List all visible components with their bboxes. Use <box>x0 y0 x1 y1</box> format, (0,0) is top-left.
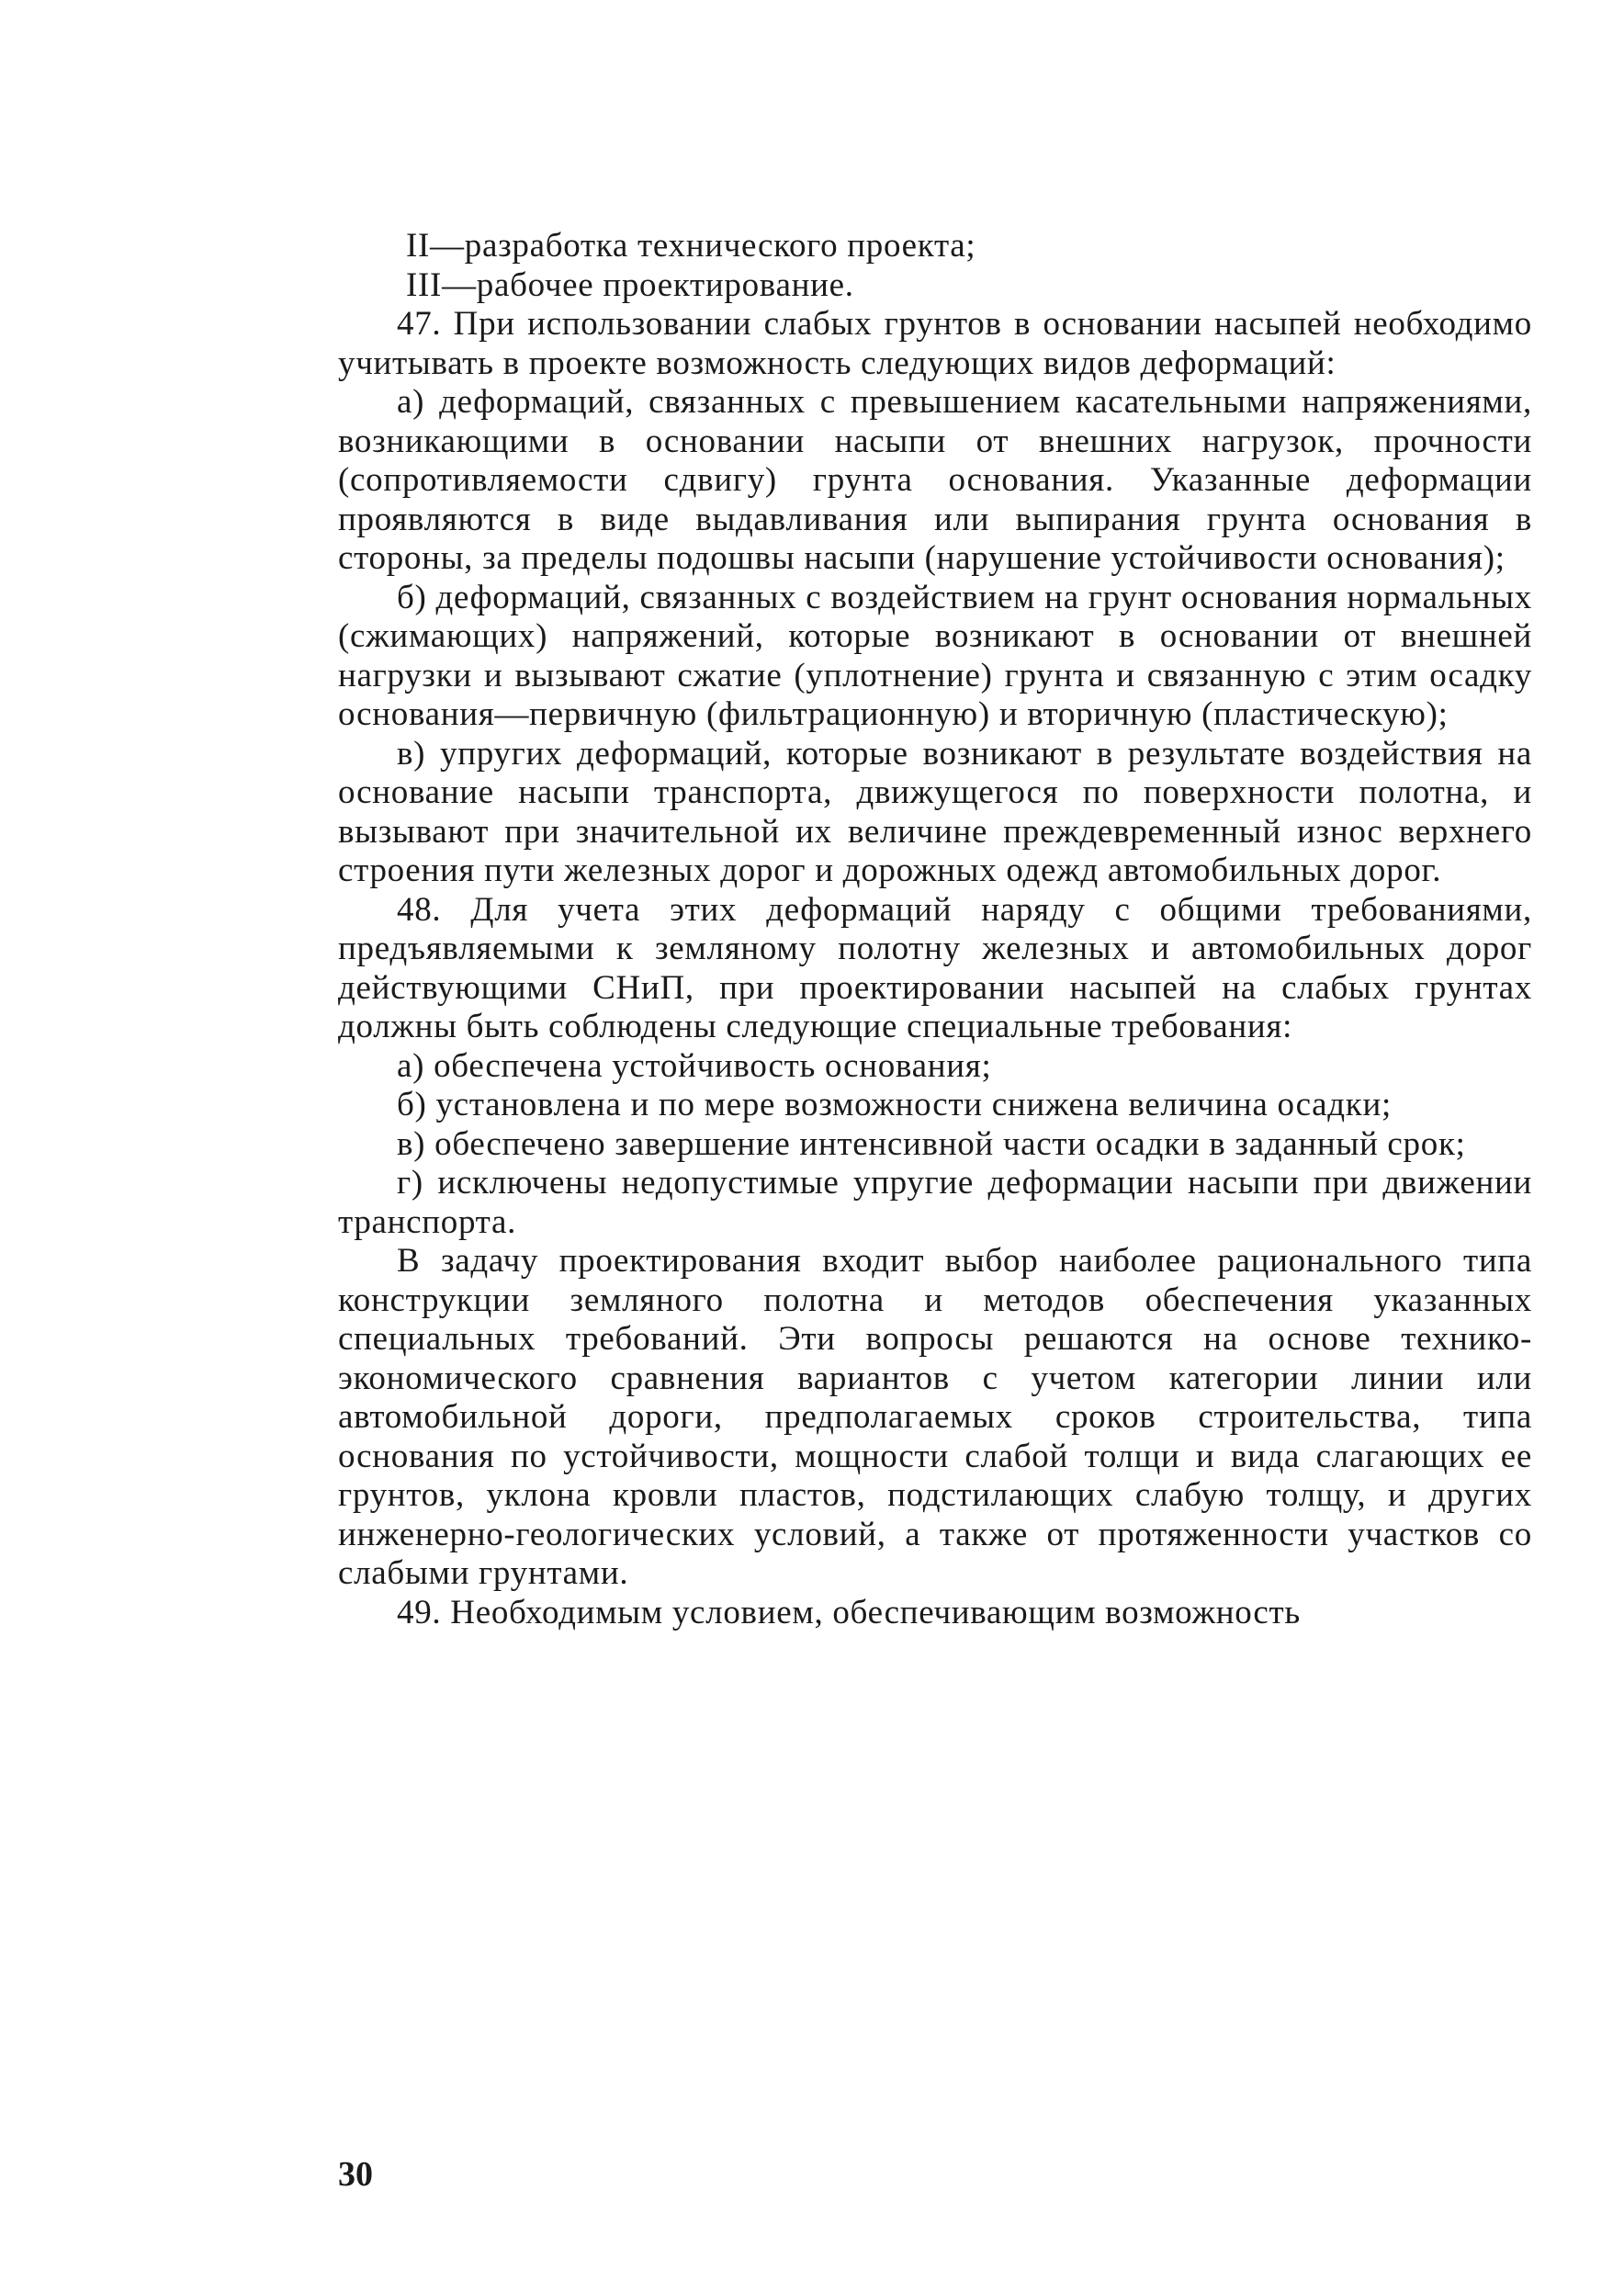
paragraph-48-b: б) установлена и по мере возможности снижена величина осадки; <box>397 1086 1392 1123</box>
paragraph-48-a: а) обеспечена устойчивость основания; <box>397 1046 992 1085</box>
paragraph-48-v: в) обеспечено завершение интенсивной части осадки в заданный срок; <box>397 1124 1466 1163</box>
body-text <box>338 227 1532 1632</box>
paragraph-48-g: г) исключены недопустимые упругие деформации насыпи при движении транспорта. <box>338 1164 1532 1241</box>
list-item-stage-2: II—разработка технического проекта; <box>406 227 976 265</box>
paragraph-47-v: в) упругих деформаций, которые возникают в результате воздействия на основание насыпи транспорта, движущегося по поверхности полотна, и вызывают при значительной их величине преждевременный износ верхнего строения пути железных дорог и дорожных одежд автомобильных дорог. <box>338 734 1532 889</box>
paragraph-47-a: а) деформаций, связанных с превышением касательными напряжениями, возникающими в основании насыпи от внешних нагрузок, прочности (сопротивляемости сдвигу) грунта основания. Указанные деформации проявляются в виде выдавливания или выпирания грунта основания в стороны, за пределы подошвы насыпи (нарушение устойчивости основания); <box>338 383 1532 577</box>
paragraph-49: 49. Необходимым условием, обеспечивающим возможность <box>397 1593 1301 1631</box>
page-number: 30 <box>338 2155 373 2194</box>
paragraph-47: 47. При использовании слабых грунтов в основании насыпей необходимо учитывать в проекте возможность следующих видов деформаций: <box>338 305 1532 382</box>
paragraph-47-b: б) деформаций, связанных с воздействием на грунт основания нормальных (сжимающих) напряжений, которые возникают в основании от внешней нагрузки и вызывают сжатие (уплотнение) грунта и связанную с этим осадку основания—первичную (фильтрационную) и вторичную (пластическую); <box>338 578 1532 733</box>
paragraph-48: 48. Для учета этих деформаций наряду с общими требованиями, предъявляемыми к земляному полотну железных и автомобильных дорог действующими СНиП, при проектировании насыпей на слабых грунтах должны быть соблюдены следующие специальные требования: <box>338 890 1532 1045</box>
list-item-stage-3: III—рабочее проектирование. <box>406 265 854 304</box>
paragraph-design-task: В задачу проектирования входит выбор наиболее рационального типа конструкции земляного полотна и методов обеспечения указанных специальных требований. Эти вопросы решаются на основе технико-экономического сравнения вариантов с учетом категории линии или автомобильной дороги, предполагаемых сроков строительства, типа основания по устойчивости, мощности слабой толщи и вида слагающих ее грунтов, уклона кровли пластов, подстилающих слабую толщу, и других инженерно-геологических условий, а также от протяженности участков со слабыми грунтами. <box>338 1242 1532 1592</box>
